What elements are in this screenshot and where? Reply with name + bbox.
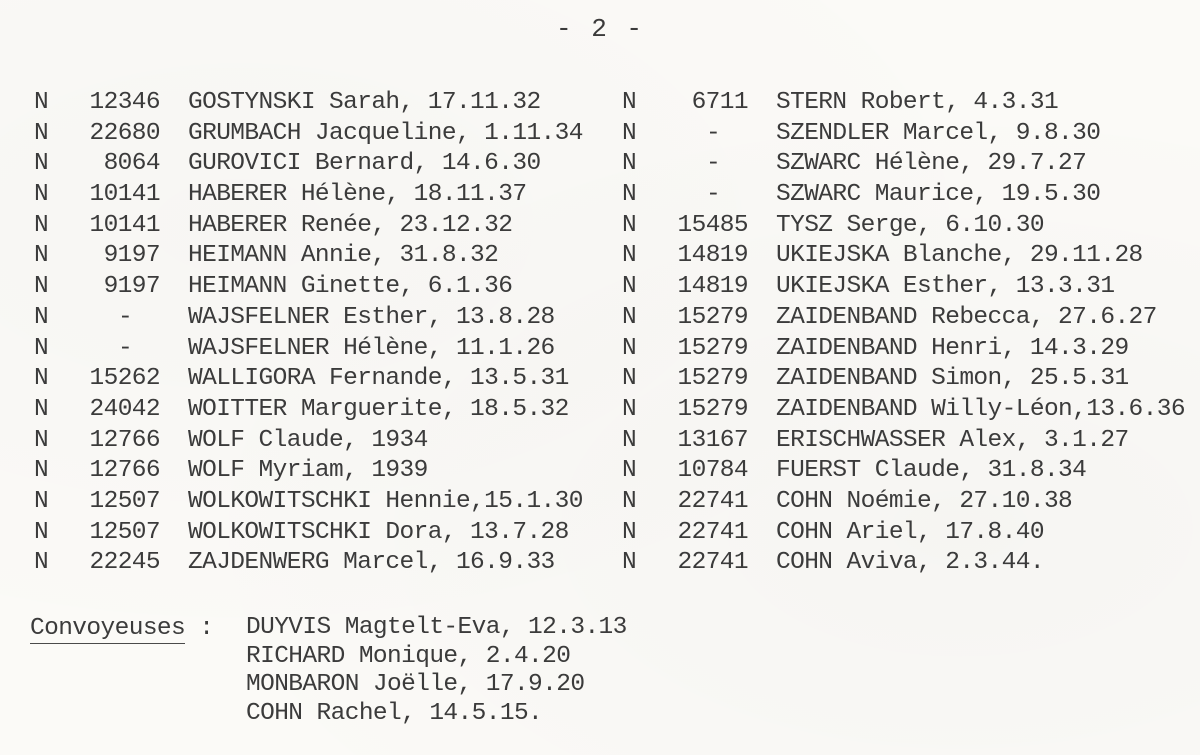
row-number: 6711 xyxy=(691,89,748,116)
row-name: FUERST Claude, 31.8.34 xyxy=(776,457,1087,485)
row-number: 14819 xyxy=(677,242,748,270)
row-number: 15485 xyxy=(677,211,748,239)
row-number: 22741 xyxy=(677,518,748,546)
row-number: 22741 xyxy=(677,549,748,577)
list-item xyxy=(622,241,1197,272)
row-prefix: N xyxy=(34,119,49,147)
row-number: 13167 xyxy=(677,426,748,454)
row-number: 15279 xyxy=(677,303,748,331)
list-item xyxy=(622,426,1197,457)
list-item xyxy=(622,303,1197,334)
row-prefix: N xyxy=(622,334,637,362)
row-name: COHN Ariel, 17.8.40 xyxy=(776,518,1044,546)
row-name: ERISCHWASSER Alex, 3.1.27 xyxy=(776,426,1129,454)
row-name: WOLF Myriam, 1939 xyxy=(188,457,428,485)
list-item xyxy=(622,211,1197,242)
row-name: WOLKOWITSCHKI Hennie,15.1.30 xyxy=(188,487,583,515)
row-number: 12766 xyxy=(89,426,160,454)
row-number: 10141 xyxy=(89,181,160,209)
list-item xyxy=(34,518,619,549)
row-name: HABERER Renée, 23.12.32 xyxy=(188,211,513,239)
list-item: DUYVIS Magtelt-Eva, 12.3.13 xyxy=(246,614,627,641)
list-item xyxy=(34,211,619,242)
convoy-separator: : xyxy=(199,615,214,642)
row-number: 9197 xyxy=(103,273,160,301)
row-prefix: N xyxy=(34,487,49,515)
row-prefix: N xyxy=(622,303,637,331)
row-number: 24042 xyxy=(89,395,160,423)
row-prefix: N xyxy=(622,89,637,116)
row-prefix: N xyxy=(622,242,637,270)
row-name: GUROVICI Bernard, 14.6.30 xyxy=(188,150,541,178)
row-prefix: N xyxy=(622,365,637,393)
row-number: 10141 xyxy=(89,211,160,239)
row-number: 12766 xyxy=(89,457,160,485)
row-prefix: N xyxy=(34,518,49,546)
row-name: SZENDLER Marcel, 9.8.30 xyxy=(776,119,1101,147)
row-prefix: N xyxy=(622,487,637,515)
row-number: 9197 xyxy=(103,242,160,270)
row-name: WAJSFELNER Esther, 13.8.28 xyxy=(188,303,555,331)
row-number: 22741 xyxy=(677,487,748,515)
row-prefix: N xyxy=(622,426,637,454)
row-prefix: N xyxy=(34,395,49,423)
row-number: 15279 xyxy=(677,334,748,362)
row-prefix: N xyxy=(34,89,49,116)
row-name: ZAIDENBAND Henri, 14.3.29 xyxy=(776,334,1129,362)
row-name: WALLIGORA Fernande, 13.5.31 xyxy=(188,365,569,393)
row-name: WOITTER Marguerite, 18.5.32 xyxy=(188,395,569,423)
list-item xyxy=(622,119,1197,150)
list-item xyxy=(622,272,1197,303)
page-number: - 2 - xyxy=(555,14,644,44)
row-name: HEIMANN Annie, 31.8.32 xyxy=(188,242,499,270)
row-number: 15279 xyxy=(677,395,748,423)
list-item xyxy=(34,88,619,119)
row-number: 12507 xyxy=(89,487,160,515)
row-prefix: N xyxy=(622,181,637,209)
row-prefix: N xyxy=(34,211,49,239)
list-item xyxy=(34,303,619,334)
list-item xyxy=(34,487,619,518)
list-item xyxy=(622,180,1197,211)
row-number: 15262 xyxy=(89,365,160,393)
list-item xyxy=(34,334,619,365)
list-item: MONBARON Joëlle, 17.9.20 xyxy=(246,671,585,698)
row-name: ZAIDENBAND Willy-Léon,13.6.36 xyxy=(776,395,1185,423)
row-name: WOLKOWITSCHKI Dora, 13.7.28 xyxy=(188,518,569,546)
list-item xyxy=(622,548,1197,579)
list-item xyxy=(622,518,1197,549)
row-prefix: N xyxy=(34,242,49,270)
row-name: ZAJDENWERG Marcel, 16.9.33 xyxy=(188,549,555,577)
list-item xyxy=(34,119,619,150)
row-prefix: N xyxy=(34,457,49,485)
row-prefix: N xyxy=(34,426,49,454)
row-name: ZAIDENBAND Rebecca, 27.6.27 xyxy=(776,303,1157,331)
list-item xyxy=(34,272,619,303)
row-number: 8064 xyxy=(103,150,160,178)
row-prefix: N xyxy=(622,457,637,485)
row-prefix: N xyxy=(622,518,637,546)
row-prefix: N xyxy=(34,549,49,577)
list-item xyxy=(34,456,619,487)
left-column-list xyxy=(34,88,619,579)
row-prefix: N xyxy=(34,181,49,209)
row-number: 12346 xyxy=(89,89,160,116)
row-number: - xyxy=(705,181,721,209)
row-number: 22245 xyxy=(89,549,160,577)
row-name: WAJSFELNER Hélène, 11.1.26 xyxy=(188,334,555,362)
row-name: GRUMBACH Jacqueline, 1.11.34 xyxy=(188,119,583,147)
row-name: SZWARC Maurice, 19.5.30 xyxy=(776,181,1101,209)
list-item xyxy=(622,487,1197,518)
row-number: 22680 xyxy=(89,119,160,147)
list-item xyxy=(34,149,619,180)
row-prefix: N xyxy=(34,273,49,301)
row-name: COHN Noémie, 27.10.38 xyxy=(776,487,1073,515)
row-name: UKIEJSKA Esther, 13.3.31 xyxy=(776,273,1115,301)
list-item xyxy=(34,241,619,272)
row-name: GOSTYNSKI Sarah, 17.11.32 xyxy=(188,89,541,116)
list-item xyxy=(34,180,619,211)
convoy-label: Convoyeuses xyxy=(30,615,186,642)
row-number: - xyxy=(705,150,721,178)
row-prefix: N xyxy=(34,334,49,362)
list-item xyxy=(622,88,1197,119)
row-name: UKIEJSKA Blanche, 29.11.28 xyxy=(776,242,1143,270)
row-number: 14819 xyxy=(677,273,748,301)
row-prefix: N xyxy=(34,303,49,331)
list-item xyxy=(34,395,619,426)
list-item xyxy=(34,548,619,579)
row-prefix: N xyxy=(34,150,49,178)
list-item xyxy=(622,395,1197,426)
convoy-list xyxy=(246,614,627,728)
row-number: - xyxy=(705,119,721,147)
list-item xyxy=(34,426,619,457)
row-name: HABERER Hélène, 18.11.37 xyxy=(188,181,527,209)
list-item xyxy=(622,456,1197,487)
row-name: WOLF Claude, 1934 xyxy=(188,426,428,454)
list-item xyxy=(622,149,1197,180)
row-number: 10784 xyxy=(677,457,748,485)
row-number: 15279 xyxy=(677,365,748,393)
row-name: TYSZ Serge, 6.10.30 xyxy=(776,211,1044,239)
row-prefix: N xyxy=(622,211,637,239)
list-item: COHN Rachel, 14.5.15. xyxy=(246,699,543,727)
list-item: RICHARD Monique, 2.4.20 xyxy=(246,642,571,670)
row-name: ZAIDENBAND Simon, 25.5.31 xyxy=(776,365,1129,393)
row-name: COHN Aviva, 2.3.44. xyxy=(776,549,1044,577)
convoy-heading xyxy=(30,614,213,644)
row-prefix: N xyxy=(622,395,637,423)
row-prefix: N xyxy=(622,150,637,178)
list-item xyxy=(622,334,1197,365)
row-prefix: N xyxy=(34,365,49,393)
row-prefix: N xyxy=(622,273,637,301)
row-number: 12507 xyxy=(89,518,160,546)
row-name: SZWARC Hélène, 29.7.27 xyxy=(776,150,1087,178)
row-name: STERN Robert, 4.3.31 xyxy=(776,89,1059,116)
row-prefix: N xyxy=(622,119,637,147)
list-item xyxy=(622,364,1197,395)
row-number: - xyxy=(117,303,133,331)
list-item xyxy=(34,364,619,395)
right-column-list xyxy=(622,88,1197,579)
row-name: HEIMANN Ginette, 6.1.36 xyxy=(188,273,513,301)
row-prefix: N xyxy=(622,549,637,577)
row-number: - xyxy=(117,334,133,362)
